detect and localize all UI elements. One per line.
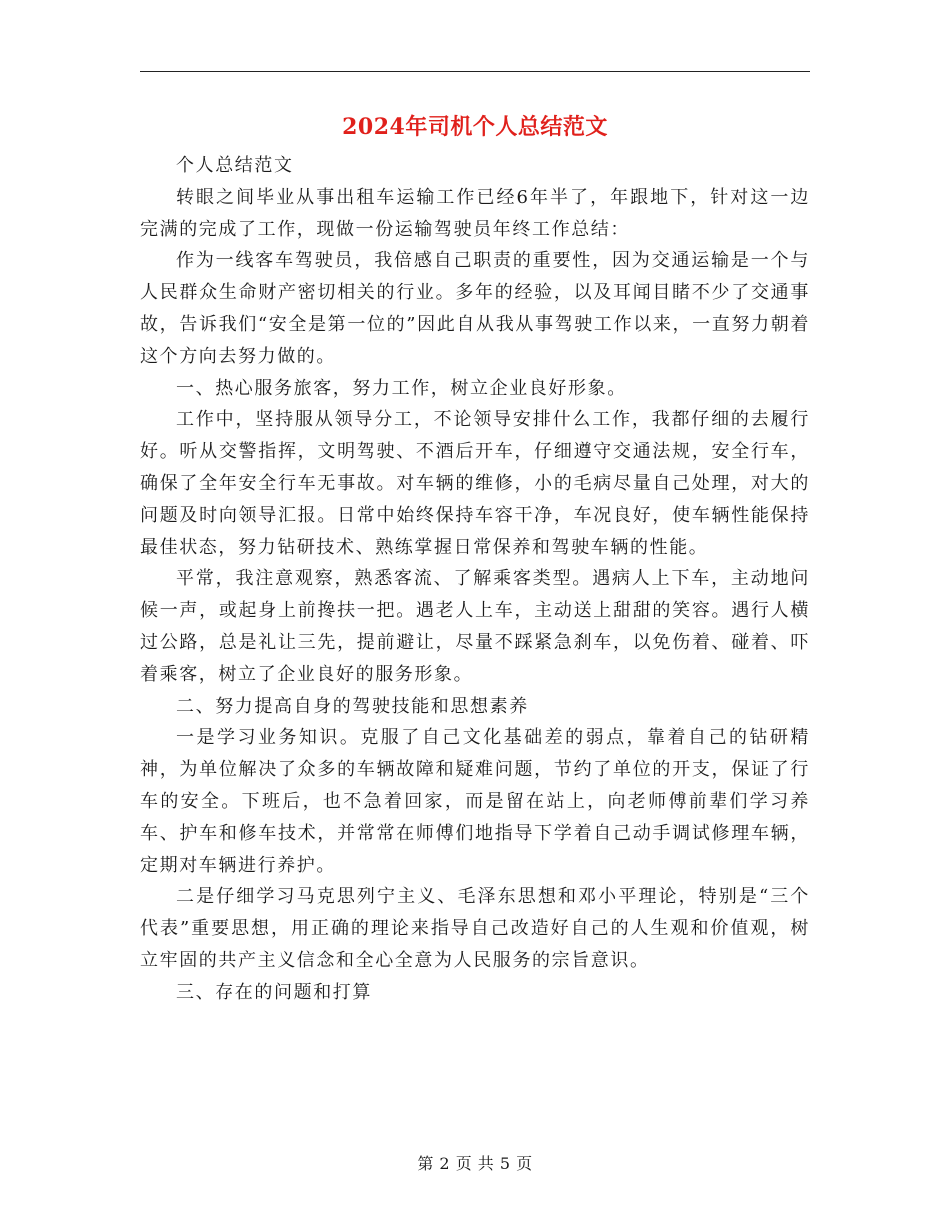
section-heading: 二、努力提高自身的驾驶技能和思想素养 <box>176 695 529 717</box>
paragraph: 作为一线客车驾驶员，我倍感自己职责的重要性，因为交通运输是一个与人民群众生命财产密切相关的行业。多年的经验，以及耳闻目睹不少了交通事故，告诉我们“安全是第一位的”因此自从我从事驾驶工作以来，一直努力朝着这个方向去努力做的。 <box>140 250 810 367</box>
document-body <box>140 150 810 1009</box>
paragraph: 平常，我注意观察，熟悉客流、了解乘客类型。遇病人上下车，主动地问候一声，或起身上前搀扶一把。遇老人上车，主动送上甜甜的笑容。遇行人横过公路，总是礼让三先，提前避让，尽量不踩紧急刹车，以免伤着、碰着、吓着乘客，树立了企业良好的服务形象。 <box>140 568 810 685</box>
footer-page-current: 2 <box>439 1154 451 1173</box>
section-heading: 三、存在的问题和打算 <box>176 981 372 1003</box>
paragraph: 转眼之间毕业从事出租车运输工作已经6年半了，年跟地下，针对这一边完满的完成了工作，现做一份运输驾驶员年终工作总结： <box>140 186 810 240</box>
footer-middle: 页 共 <box>455 1154 495 1173</box>
footer-prefix: 第 <box>417 1154 434 1173</box>
paragraph: 工作中，坚持服从领导分工，不论领导安排什么工作，我都仔细的去履行好。听从交警指挥，文明驾驶、不酒后开车，仔细遵守交通法规，安全行车，确保了全年安全行车无事故。对车辆的维修，小的毛病尽量自己处理，对大的问题及时向领导汇报。日常中始终保持车容干净，车况良好，使车辆性能保持最佳状态，努力钻研技术、熟练掌握日常保养和驾驶车辆的性能。 <box>140 409 810 558</box>
paragraph: 一是学习业务知识。克服了自己文化基础差的弱点，靠着自己的钻研精神，为单位解决了众多的车辆故障和疑难问题，节约了单位的开支，保证了行车的安全。下班后，也不急着回家，而是留在站上，向老师傅前辈们学习养车、护车和修车技术，并常常在师傅们地指导下学着自己动手调试修理车辆，定期对车辆进行养护。 <box>140 727 810 876</box>
paragraph: 个人总结范文 <box>176 155 294 176</box>
footer-page-total: 5 <box>499 1154 511 1173</box>
section-heading: 一、热心服务旅客，努力工作，树立企业良好形象。 <box>176 377 627 399</box>
footer-suffix: 页 <box>516 1154 533 1173</box>
document-title: 2024年司机个人总结范文 <box>342 114 608 140</box>
page-footer <box>140 1152 810 1176</box>
header-rule <box>140 71 810 72</box>
paragraph: 二是仔细学习马克思列宁主义、毛泽东思想和邓小平理论，特别是“三个代表”重要思想，用正确的理论来指导自己改造好自己的人生观和价值观，树立牢固的共产主义信念和全心全意为人民服务的宗旨意识。 <box>140 886 810 971</box>
